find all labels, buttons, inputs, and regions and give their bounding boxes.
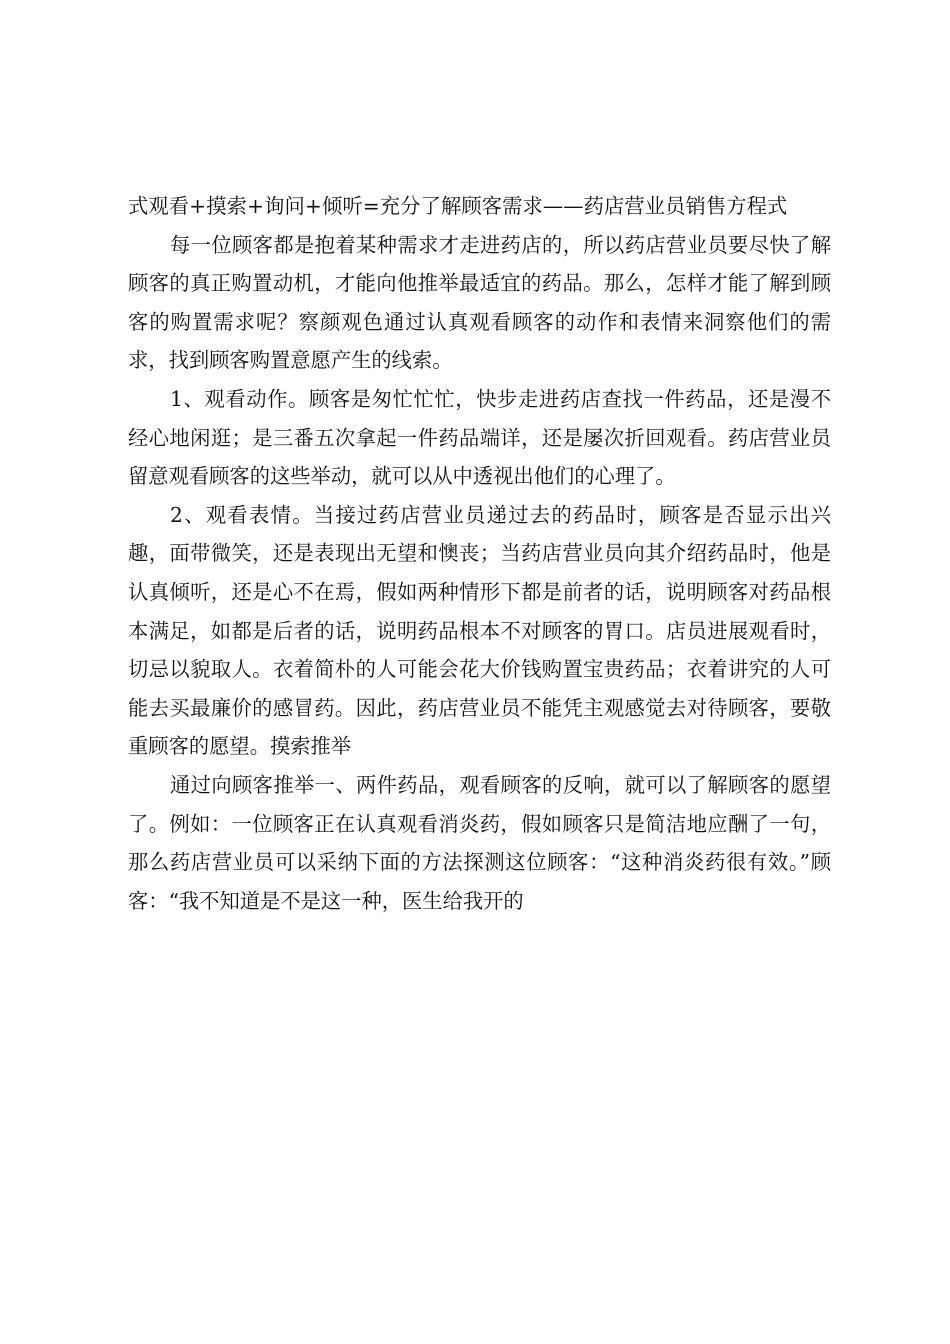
paragraph-recommend: 通过向顾客推举一、两件药品，观看顾客的反响，就可以了解顾客的愿望了。例如：一位顾客正在认真观看消炎药，假如顾客只是简洁地应酬了一句，那么药店营业员可以采纳下面的方法探测这位顾客：“这种消炎药很有效。”顾客：“我不知道是不是这一种，医生给我开的	[128, 772, 831, 913]
paragraph-heading-line: 式观看+摸索+询问+倾听=充分了解顾客需求——药店营业员销售方程式	[128, 194, 788, 218]
paragraph-intro: 每一位顾客都是抱着某种需求才走进药店的，所以药店营业员要尽快了解顾客的真正购置动机，才能向他推举最适宜的药品。那么，怎样才能了解到顾客的购置需求呢？察颜观色通过认真观看顾客的动作和表情来洞察他们的需求，找到顾客购置意愿产生的线索。	[128, 232, 831, 373]
paragraph-observe-expressions: 2、观看表情。当接过药店营业员递过去的药品时，顾客是否显示出兴趣，面带微笑，还是表现出无望和懊丧；当药店营业员向其介绍药品时，他是认真倾听，还是心不在焉，假如两种情形下都是前者的话，说明顾客对药品根本满足，如都是后者的话，说明药品根本不对顾客的胃口。店员进展观看时，切忌以貌取人。衣着简朴的人可能会花大价钱购置宝贵药品；衣着讲究的人可能去买最廉价的感冒药。因此，药店营业员不能凭主观感觉去对待顾客，要敬重顾客的愿望。摸索推举	[128, 502, 831, 759]
document-body	[128, 187, 831, 920]
paragraph-observe-actions: 1、观看动作。顾客是匆忙忙忙，快步走进药店查找一件药品，还是漫不经心地闲逛；是三番五次拿起一件药品端详，还是屡次折回观看。药店营业员留意观看顾客的这些举动，就可以从中透视出他们的心理了。	[128, 386, 831, 489]
